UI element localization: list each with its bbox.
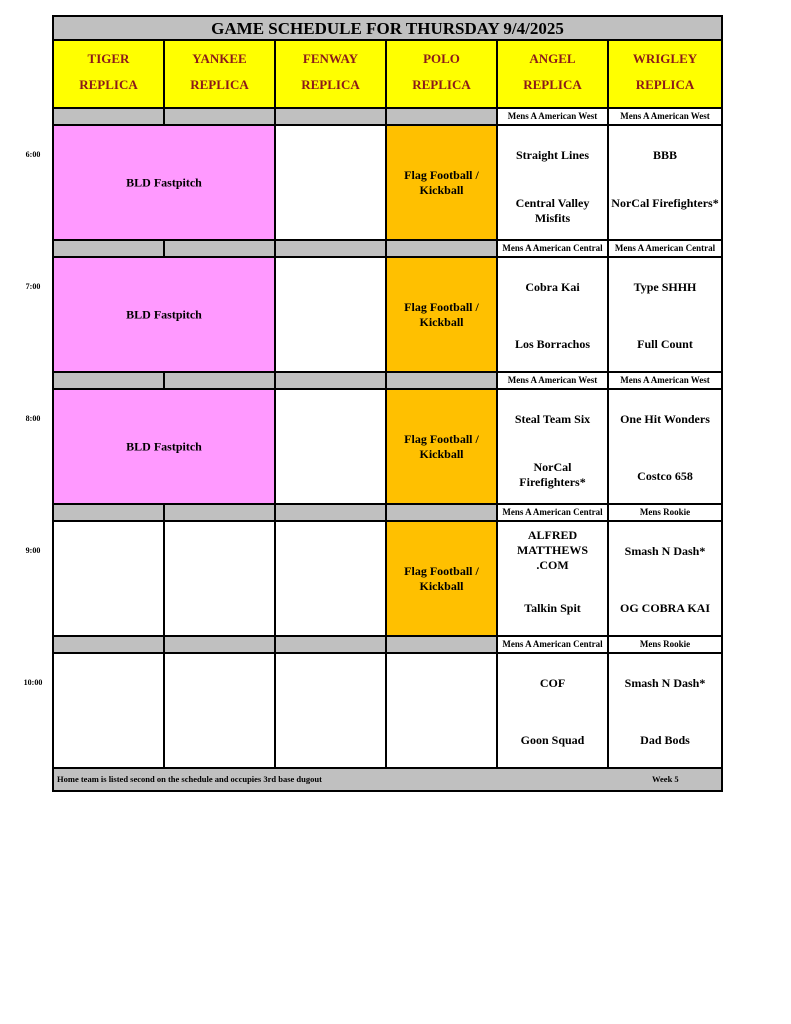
home-team: OG COBRA KAI <box>619 601 710 615</box>
schedule-table <box>52 15 723 792</box>
home-team: Goon Squad <box>520 733 585 747</box>
home-team: Costco 658 <box>637 469 693 483</box>
time-label: 10:00 <box>23 678 43 687</box>
away-team: Smash N Dash* <box>624 544 706 558</box>
field-name: TIGER <box>87 51 130 66</box>
game-cell-polo <box>387 126 498 241</box>
game-label: BLD Fastpitch <box>126 175 202 189</box>
separator <box>276 109 387 126</box>
home-team: Dad Bods <box>640 733 690 747</box>
game-label: Flag Football / Kickball <box>404 563 479 593</box>
division-label-wrigley: Mens Rookie <box>609 637 721 654</box>
away-team: One Hit Wonders <box>620 412 710 426</box>
game-cell-fenway <box>276 390 387 505</box>
field-header-polo <box>387 41 498 109</box>
game-cell-wrigley <box>609 522 721 637</box>
separator <box>387 373 498 390</box>
away-team: BBB <box>652 148 677 162</box>
game-cell-tiger-yankee <box>54 126 276 241</box>
home-team: Central Valley Misfits <box>515 196 590 225</box>
game-cell-angel <box>498 258 609 373</box>
field-sub: REPLICA <box>523 77 582 92</box>
home-team: NorCal Firefighters* <box>611 196 719 210</box>
field-name: FENWAY <box>302 51 359 66</box>
field-sub: REPLICA <box>635 77 695 92</box>
division-label-angel: Mens A American West <box>498 373 609 390</box>
game-cell-polo <box>387 258 498 373</box>
game-label: Flag Football / Kickball <box>404 431 479 461</box>
field-name: POLO <box>423 51 460 66</box>
division-label-angel: Mens A American West <box>498 109 609 126</box>
game-cell-fenway <box>276 258 387 373</box>
separator <box>54 241 165 258</box>
game-cell-fenway <box>276 126 387 241</box>
separator <box>276 373 387 390</box>
game-cell-polo <box>387 522 498 637</box>
away-team: Steal Team Six <box>514 412 591 426</box>
separator <box>165 241 276 258</box>
separator <box>276 637 387 654</box>
week-label: Week 5 <box>652 774 679 784</box>
division-label-wrigley: Mens A American Central <box>609 241 721 258</box>
field-header-tiger <box>54 41 165 109</box>
separator <box>165 373 276 390</box>
home-team-note: Home team is listed second on the schedule and occupies 3rd base dugout <box>57 774 322 784</box>
game-cell-polo <box>387 390 498 505</box>
separator <box>276 241 387 258</box>
field-header-angel <box>498 41 609 109</box>
division-label-wrigley: Mens Rookie <box>609 505 721 522</box>
time-label: 6:00 <box>25 150 41 159</box>
separator <box>387 505 498 522</box>
field-sub: REPLICA <box>190 77 249 92</box>
separator <box>54 505 165 522</box>
game-cell-tiger <box>54 522 165 637</box>
division-label-wrigley: Mens A American West <box>609 373 721 390</box>
field-name: WRIGLEY <box>632 51 698 66</box>
home-team: Los Borrachos <box>515 337 590 351</box>
game-cell-tiger-yankee <box>54 390 276 505</box>
game-cell-wrigley <box>609 390 721 505</box>
game-cell-polo <box>387 654 498 769</box>
game-cell-wrigley <box>609 258 721 373</box>
away-team: Smash N Dash* <box>624 676 706 690</box>
away-team: ALFRED MATTHEWS .COM <box>516 528 589 572</box>
game-cell-angel <box>498 126 609 241</box>
separator <box>387 109 498 126</box>
home-team: Full Count <box>637 337 693 351</box>
game-cell-yankee <box>165 522 276 637</box>
game-cell-angel <box>498 522 609 637</box>
game-cell-fenway <box>276 654 387 769</box>
game-cell-fenway <box>276 522 387 637</box>
separator <box>276 505 387 522</box>
game-label: Flag Football / Kickball <box>404 299 479 329</box>
field-sub: REPLICA <box>301 77 360 92</box>
time-label: 7:00 <box>25 282 41 291</box>
game-cell-angel <box>498 390 609 505</box>
home-team: NorCal Firefighters* <box>519 460 586 489</box>
schedule-title: GAME SCHEDULE FOR THURSDAY 9/4/2025 <box>54 17 721 41</box>
time-label: 9:00 <box>25 546 41 555</box>
game-label: BLD Fastpitch <box>126 307 202 321</box>
away-team: Straight Lines <box>515 148 589 162</box>
separator <box>54 109 165 126</box>
away-team: COF <box>539 676 566 690</box>
field-name: YANKEE <box>192 51 247 66</box>
away-team: Cobra Kai <box>525 280 580 294</box>
game-label: BLD Fastpitch <box>126 439 202 453</box>
game-label: Flag Football / Kickball <box>404 167 479 197</box>
time-label: 8:00 <box>25 414 41 423</box>
separator <box>387 637 498 654</box>
away-team: Type SHHH <box>633 280 697 294</box>
game-cell-angel <box>498 654 609 769</box>
division-label-angel: Mens A American Central <box>498 241 609 258</box>
game-cell-tiger-yankee <box>54 258 276 373</box>
separator <box>387 241 498 258</box>
field-sub: REPLICA <box>412 77 471 92</box>
division-label-wrigley: Mens A American West <box>609 109 721 126</box>
separator <box>54 373 165 390</box>
division-label-angel: Mens A American Central <box>498 505 609 522</box>
field-sub: REPLICA <box>79 77 138 92</box>
game-cell-yankee <box>165 654 276 769</box>
game-cell-wrigley <box>609 654 721 769</box>
division-label-angel: Mens A American Central <box>498 637 609 654</box>
game-cell-tiger <box>54 654 165 769</box>
separator <box>54 637 165 654</box>
game-cell-wrigley <box>609 126 721 241</box>
field-header-wrigley <box>609 41 721 109</box>
separator <box>165 505 276 522</box>
field-header-fenway <box>276 41 387 109</box>
field-header-yankee <box>165 41 276 109</box>
home-team: Talkin Spit <box>524 601 581 615</box>
separator <box>165 109 276 126</box>
schedule-footer <box>54 769 721 790</box>
separator <box>165 637 276 654</box>
field-name: ANGEL <box>529 51 576 66</box>
